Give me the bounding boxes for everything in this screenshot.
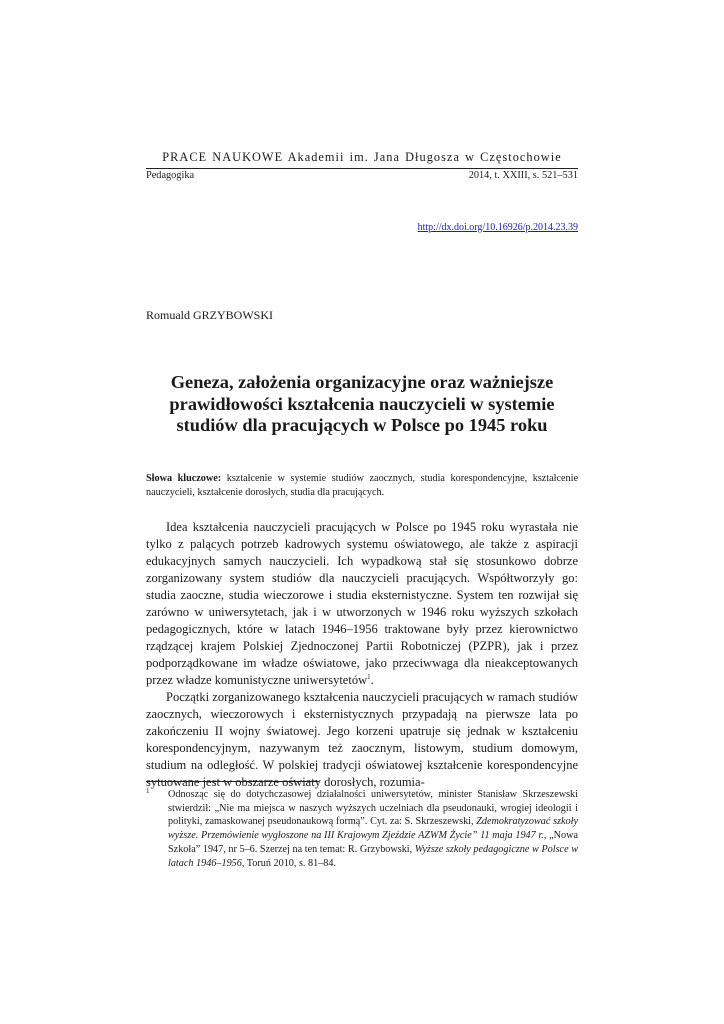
footnote	[146, 788, 578, 870]
keywords-text: kształcenie w systemie studiów zaocznych, studia korespondencyjne, kształcenie nauczycieli, kształcenie dorosłych, studia dla pracujących.	[146, 473, 578, 498]
author-name: Romuald GRZYBOWSKI	[146, 308, 273, 322]
section-name: Pedagogika	[146, 170, 195, 181]
footnote-segment: Odnosząc się do dotychczasowej działalności uniwersytetów, minister Stanisław Skrzeszewski stwierdził: „Nie ma miejsca w naszych wyższych uczelniach dla pseudonauki, wrogiej ideologii i polityki, zamaskowanej pseudonaukową formą”. Cyt. za: S. Skrzeszewski,	[168, 789, 578, 828]
header-meta	[146, 170, 578, 181]
body-text	[146, 519, 578, 791]
page	[146, 150, 579, 869]
footnote-segment: , „Nowa Szkoła” 1947, nr 5–6. Szerzej na ten temat: R. Grzybowski,	[168, 830, 578, 855]
keywords	[146, 472, 578, 499]
footnote-segment: , Toruń 2010, s. 81–84.	[241, 857, 337, 869]
footnote-italic: Wyższe szkoły pedagogiczne w Polsce w latach 1946–1956	[168, 843, 578, 869]
volume-info: 2014, t. XXIII, s. 521–531	[468, 170, 578, 181]
doi-link[interactable]: http://dx.doi.org/10.16926/p.2014.23.39	[417, 222, 578, 233]
title-line: studiów dla pracujących w Polsce po 1945 roku	[176, 415, 548, 435]
title-line: Geneza, założenia organizacyjne oraz ważniejsze	[170, 372, 554, 392]
title-line: prawidłowości kształcenia nauczycieli w systemie	[169, 393, 555, 414]
keywords-label: Słowa kluczowe:	[146, 473, 222, 484]
footnote-number: 1	[146, 787, 150, 795]
paragraph: Początki zorganizowanego kształcenia nauczycieli pracujących w ramach studiów zaocznych, wieczorowych i eksternistycznych przypadają na pierwsze lata po zakończeniu II wojny światowej. Jego korzeni upatruje się jednak w kształceniu korespondencyjnym, nazywanym też zaocznym, listowym, studium domowym, studium na odległość. W polskiej tradycji oświatowej kształcenie korespondencyjne sytuowane jest w obszarze oświaty dorosłych, rozumia-	[146, 690, 578, 789]
footnote-rule	[146, 781, 319, 782]
footnote-ref[interactable]: 1	[367, 673, 371, 681]
header-rule	[146, 168, 578, 169]
article-title	[146, 372, 578, 437]
paragraph	[146, 519, 578, 689]
paragraph-end: .	[370, 673, 374, 687]
footnote-text	[168, 788, 578, 870]
paragraph-text: Idea kształcenia nauczycieli pracujących w Polsce po 1945 roku wyrastała nie tylko z palących potrzeb kadrowych systemu oświatowego, ale także z aspiracji edukacyjnych samych nauczycieli. Ich wypadkową stał się stosunkowo dobrze zorganizowany system studiów dla nauczycieli pracujących. Współtworzyły go: studia zaoczne, studia wieczorowe i studia eksternistyczne. System ten rozwijał się zarówno w uniwersytetach, jak i w utworzonych w 1946 roku wyższych szkołach pedagogicznych, które w latach 1946–1956 traktowane były przez kierownictwo rządzącej krajem Polskiej Zjednoczonej Partii Robotniczej (PZPR), jak i przez podporządkowane im władze oświatowe, jako przeciwwaga dla nieakceptowanych przez władze komunistyczne uniwersytetów	[146, 520, 578, 687]
footnote-italic: Zdemokratyzować szkoły wyższe. Przemówienie wygłoszone na III Krajowym Zjeździe AZWM Życie” 11 maja 1947 r.	[168, 816, 579, 842]
journal-title: PRACE NAUKOWE Akademii im. Jana Długosza w Częstochowie	[162, 150, 562, 164]
